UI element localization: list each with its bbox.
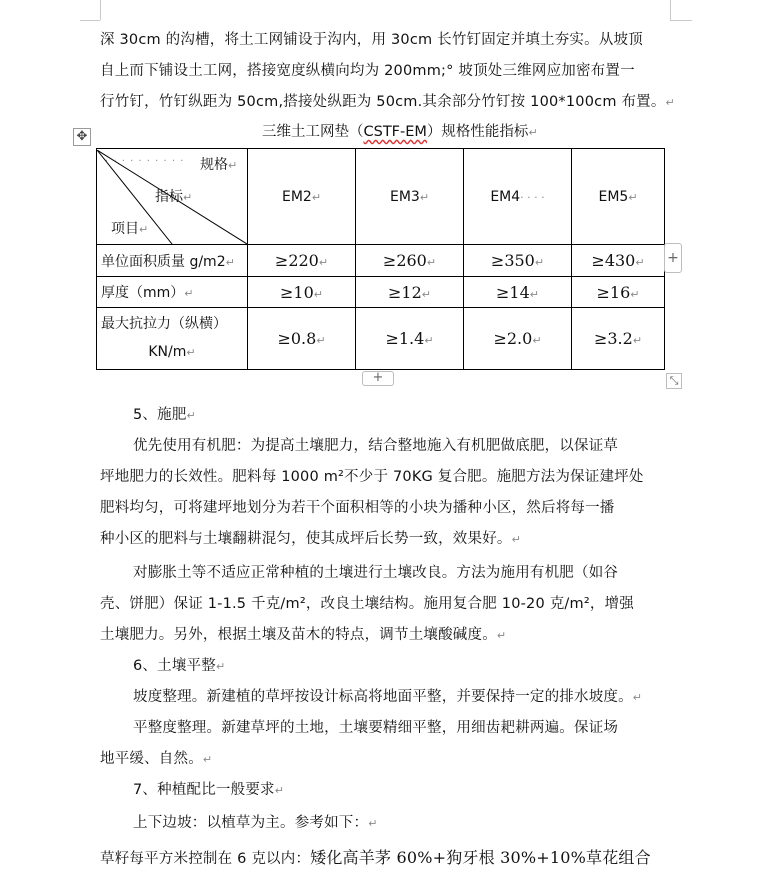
table-caption[interactable]: 三维土工网垫（CSTF-EM）规格性能指标↵ [262,124,538,140]
text-line[interactable]: 肥料均匀，可将建坪地划分为若干个面积相等的小块为播种小区，然后将每一播 [100,500,615,516]
value-cell[interactable]: ≥16↵ [572,277,665,308]
margin-corner-mark [670,0,671,20]
text-line[interactable]: 地平缓、自然。↵ [100,751,213,767]
text-line[interactable]: 自上而下铺设土工网，搭接宽度纵横向均为 200mm;° 坡顶处三维网应加密布置一 [100,63,635,79]
text-line[interactable]: 坪地肥力的长效性。肥料每 1000 m²不少于 70KG 复合肥。施肥方法为保证建坪处 [100,469,644,485]
table-move-handle-icon[interactable]: ✥ [73,128,91,146]
header-item-label: 项目↵ [111,220,149,237]
text-line[interactable]: 深 30cm 的沟槽，将土工网铺设于沟内，用 30cm 长竹钉固定并填土夯实。从坡顶 [100,32,643,48]
margin-corner-mark [80,20,100,21]
add-column-icon[interactable]: + [664,243,682,273]
spellcheck-underline: CSTF-EM [363,124,427,140]
header-cell[interactable]: EM4· · · · [464,149,572,245]
text-line[interactable]: 种小区的肥料与土壤翻耕混匀，使其成坪后长势一致，效果好。↵ [100,531,522,547]
header-cell[interactable]: EM2↵ [248,149,356,245]
value-cell[interactable]: ≥350↵ [464,245,572,277]
paragraph-mark-icon: ↵ [665,96,675,109]
text-line[interactable]: 优先使用有机肥：为提高土壤肥力，结合整地施入有机肥做底肥，以保证草 [133,438,619,454]
text-line[interactable]: 草籽每平方米控制在 6 克以内：矮化高羊茅 60%+狗牙根 30%+10%草花组合 [100,848,651,867]
row-label-cell[interactable]: 最大抗拉力（纵横） KN/m↵ [97,308,248,370]
value-cell[interactable]: ≥0.8↵ [248,308,356,370]
leader-dots: · · · · [520,190,545,204]
header-index-label: 指标↵ [155,188,193,205]
value-cell[interactable]: ≥3.2↵ [572,308,665,370]
table-row [97,277,665,308]
leader-dots: · · · · · · · · · · [105,155,185,167]
paragraph-mark-icon: ↵ [528,126,538,139]
value-cell[interactable]: ≥2.0↵ [464,308,572,370]
text-line[interactable]: 对膨胀土等不适应正常种植的土壤进行土壤改良。方法为施用有机肥（如谷 [133,565,619,581]
header-cell[interactable]: EM3↵ [356,149,464,245]
value-cell[interactable]: ≥12↵ [356,277,464,308]
row-label-cell[interactable]: 厚度（mm）↵ [97,277,248,308]
section-heading[interactable]: 5、施肥↵ [133,407,196,423]
diagonal-header-cell[interactable] [97,149,248,245]
table-resize-icon[interactable]: ⤡ [666,373,682,389]
margin-corner-mark [100,0,101,20]
value-cell[interactable]: ≥260↵ [356,245,464,277]
header-cell[interactable]: EM5↵ [572,149,665,245]
row-label-cell[interactable]: 单位面积质量 g/m2↵ [97,245,248,277]
value-cell[interactable]: ≥430↵ [572,245,665,277]
text-line[interactable]: 壳、饼肥）保证 1-1.5 千克/m²，改良土壤结构。施用复合肥 10-20 克/m²，增强 [100,596,634,612]
text-line[interactable]: 上下边坡：以植草为主。参考如下：↵ [133,815,378,831]
add-row-icon[interactable]: + [362,371,394,386]
spec-table [96,148,665,370]
value-cell[interactable]: ≥14↵ [464,277,572,308]
text-line[interactable]: 平整度整理。新建草坪的土地，土壤要精细平整，用细齿耙耕两遍。保证场 [133,720,619,736]
table-row [97,245,665,277]
header-spec-label: 规格↵ [200,156,238,173]
value-cell[interactable]: ≥10↵ [248,277,356,308]
text-line[interactable]: 坡度整理。新建植的草坪按设计标高将地面平整，并要保持一定的排水坡度。↵ [133,689,643,705]
table-row [97,308,665,370]
value-cell[interactable]: ≥1.4↵ [356,308,464,370]
section-heading[interactable]: 7、种植配比一般要求↵ [133,782,285,798]
text-line[interactable]: 行竹钉，竹钉纵距为 50cm,搭接处纵距为 50cm.其余部分竹钉按 100*100cm 布置。↵ [100,94,675,110]
section-heading[interactable]: 6、土壤平整↵ [133,658,226,674]
text-line[interactable]: 土壤肥力。另外，根据土壤及苗木的特点，调节土壤酸碱度。↵ [100,627,507,643]
margin-corner-mark [670,20,692,21]
value-cell[interactable]: ≥220↵ [248,245,356,277]
